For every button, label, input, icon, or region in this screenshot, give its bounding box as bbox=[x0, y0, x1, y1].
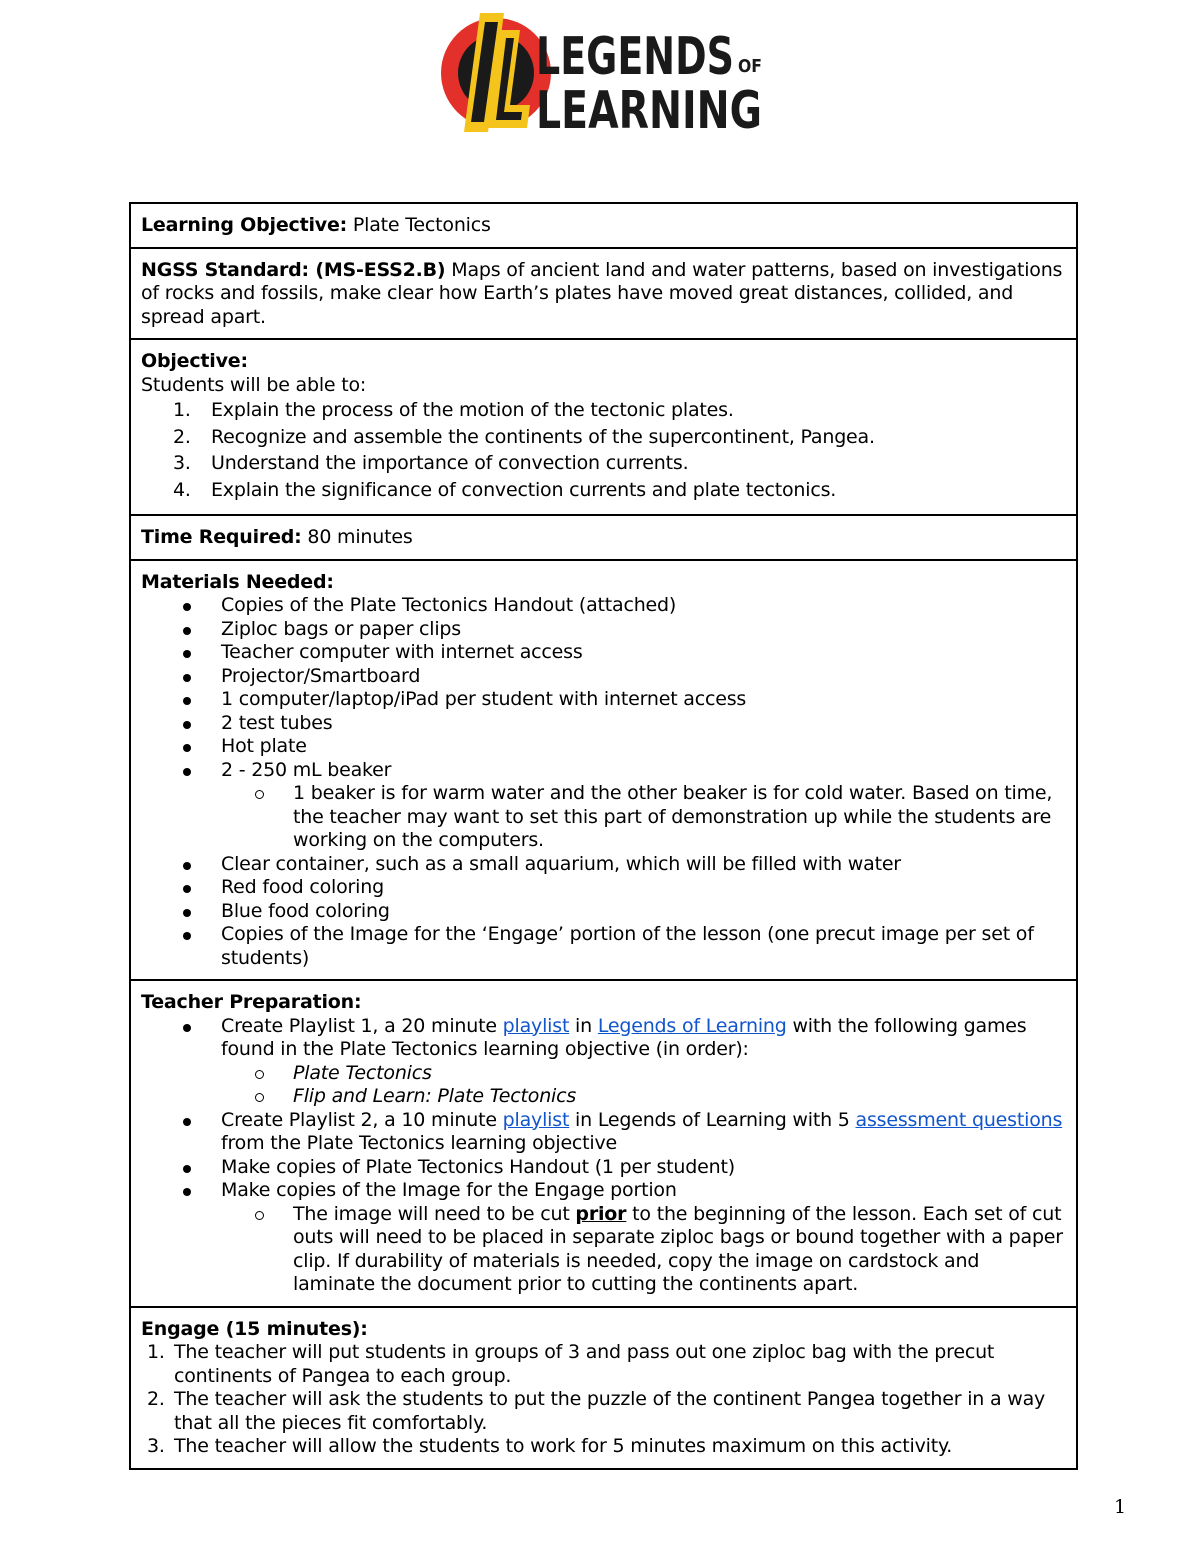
list-item: Make copies of Plate Tectonics Handout (1 per student) bbox=[179, 1156, 1066, 1180]
list-item: The image will need to be cut prior to the beginning of the lesson. Each set of cut outs will need to be placed in separate ziploc bags or bound together with a paper clip. If durability of materials is needed, copy the image on cardstock and laminate the document prior to cutting the continents apart. bbox=[251, 1203, 1066, 1297]
legends-of-learning-logo bbox=[436, 10, 766, 135]
page-number: 1 bbox=[1114, 1496, 1127, 1518]
list-item: 3. Understand the importance of convection currents. bbox=[173, 452, 689, 474]
teacher-preparation-label: Teacher Preparation: bbox=[141, 991, 362, 1013]
image-prep-sublist bbox=[251, 1203, 1066, 1297]
list-item: 2 test tubes bbox=[179, 712, 1066, 736]
materials-label: Materials Needed: bbox=[141, 570, 334, 593]
list-item: 2. Recognize and assemble the continents of the supercontinent, Pangea. bbox=[173, 425, 875, 448]
objective-label: Objective: bbox=[141, 350, 248, 372]
logo-text-legends: LEGENDS bbox=[536, 27, 734, 87]
learning-objective-label: Learning Objective: bbox=[141, 214, 348, 236]
list-item: Copies of the Image for the ‘Engage’ portion of the lesson (one precut image per set of students) bbox=[179, 923, 1066, 970]
ngss-standard-row bbox=[131, 247, 1076, 339]
games-sublist bbox=[251, 1062, 1066, 1109]
list-item: Clear container, such as a small aquarium, which will be filled with water bbox=[179, 853, 1066, 877]
teacher-preparation-list bbox=[179, 1015, 1066, 1297]
time-required-value: 80 minutes bbox=[301, 526, 413, 548]
list-item: Hot plate bbox=[179, 735, 1066, 759]
materials-list bbox=[179, 594, 1066, 970]
list-item: Flip and Learn: Plate Tectonics bbox=[251, 1085, 1066, 1109]
list-item: Plate Tectonics bbox=[251, 1062, 1066, 1086]
objective-intro: Students will be able to: bbox=[141, 373, 367, 396]
list-item: Create Playlist 1, a 20 minute playlist in Legends of Learning with the following games found in the Plate Tectonics learning objective (in order): Plate Tectonics Flip and Learn: Plate Tectonics bbox=[179, 1015, 1066, 1109]
engage-list bbox=[147, 1341, 1066, 1459]
time-required-label: Time Required: bbox=[141, 526, 302, 548]
list-item: 4. Explain the significance of convection currents and plate tectonics. bbox=[173, 478, 837, 501]
list-item: 2 - 250 mL beaker 1 beaker is for warm water and the other beaker is for cold water. Based on time, the teacher may want to set this part of demonstration up while the students are working on the computers. bbox=[179, 759, 1066, 853]
ngss-standard-text: Maps of ancient land and water patterns, based on investigations of rocks and fossils, make clear how Earth’s plates have moved great distances, collided, and spread apart. bbox=[141, 258, 1063, 328]
list-item: Red food coloring bbox=[179, 876, 1066, 900]
list-item: Teacher computer with internet access bbox=[179, 641, 1066, 665]
list-item: 1. Explain the process of the motion of the tectonic plates. bbox=[173, 399, 734, 421]
list-item: 1 computer/laptop/iPad per student with internet access bbox=[179, 688, 1066, 712]
beaker-sublist bbox=[251, 782, 1066, 853]
learning-objective-row bbox=[131, 204, 1076, 247]
list-item: 2. The teacher will ask the students to put the puzzle of the continent Pangea together in a way that all the pieces fit comfortably. bbox=[147, 1388, 1046, 1434]
logo-text-learning: LEARNING bbox=[536, 81, 762, 135]
legends-of-learning-link[interactable]: Legends of Learning bbox=[597, 1014, 787, 1037]
prior-emphasis: prior bbox=[575, 1202, 627, 1225]
learning-objective-value: Plate Tectonics bbox=[347, 214, 491, 236]
objective-list bbox=[173, 399, 1066, 502]
logo-text-of: OF bbox=[738, 56, 762, 77]
assessment-questions-link[interactable]: assessment questions bbox=[855, 1108, 1063, 1131]
engage-row bbox=[131, 1306, 1076, 1468]
list-item: 1. The teacher will put students in groups of 3 and pass out one ziploc bag with the precut continents of Pangea to each group. bbox=[147, 1341, 995, 1387]
list-item: Create Playlist 2, a 10 minute playlist in Legends of Learning with 5 assessment questions from the Plate Tectonics learning objective bbox=[179, 1109, 1066, 1156]
engage-label: Engage (15 minutes): bbox=[141, 1317, 368, 1340]
lesson-plan-table bbox=[129, 202, 1078, 1470]
list-item: Blue food coloring bbox=[179, 900, 1066, 924]
objective-row bbox=[131, 338, 1076, 514]
list-item: Make copies of the Image for the Engage portion The image will need to be cut prior to the beginning of the lesson. Each set of cut outs will need to be placed in separate ziploc bags or bound together with a paper clip. If durability of materials is needed, copy the image on cardstock and laminate the document prior to cutting the continents apart. bbox=[179, 1179, 1066, 1297]
list-item: Projector/Smartboard bbox=[179, 665, 1066, 689]
list-item: Ziploc bags or paper clips bbox=[179, 618, 1066, 642]
list-item: 1 beaker is for warm water and the other beaker is for cold water. Based on time, the teacher may want to set this part of demonstration up while the students are working on the computers. bbox=[251, 782, 1066, 853]
playlist-link[interactable]: playlist bbox=[502, 1014, 570, 1037]
list-item: Copies of the Plate Tectonics Handout (attached) bbox=[179, 594, 1066, 618]
ngss-standard-label: NGSS Standard: (MS-ESS2.B) bbox=[141, 258, 446, 281]
list-item: 3. The teacher will allow the students to work for 5 minutes maximum on this activity. bbox=[147, 1435, 953, 1457]
playlist-link[interactable]: playlist bbox=[502, 1108, 570, 1131]
time-required-row bbox=[131, 514, 1076, 559]
teacher-preparation-row bbox=[131, 979, 1076, 1306]
materials-row bbox=[131, 559, 1076, 980]
